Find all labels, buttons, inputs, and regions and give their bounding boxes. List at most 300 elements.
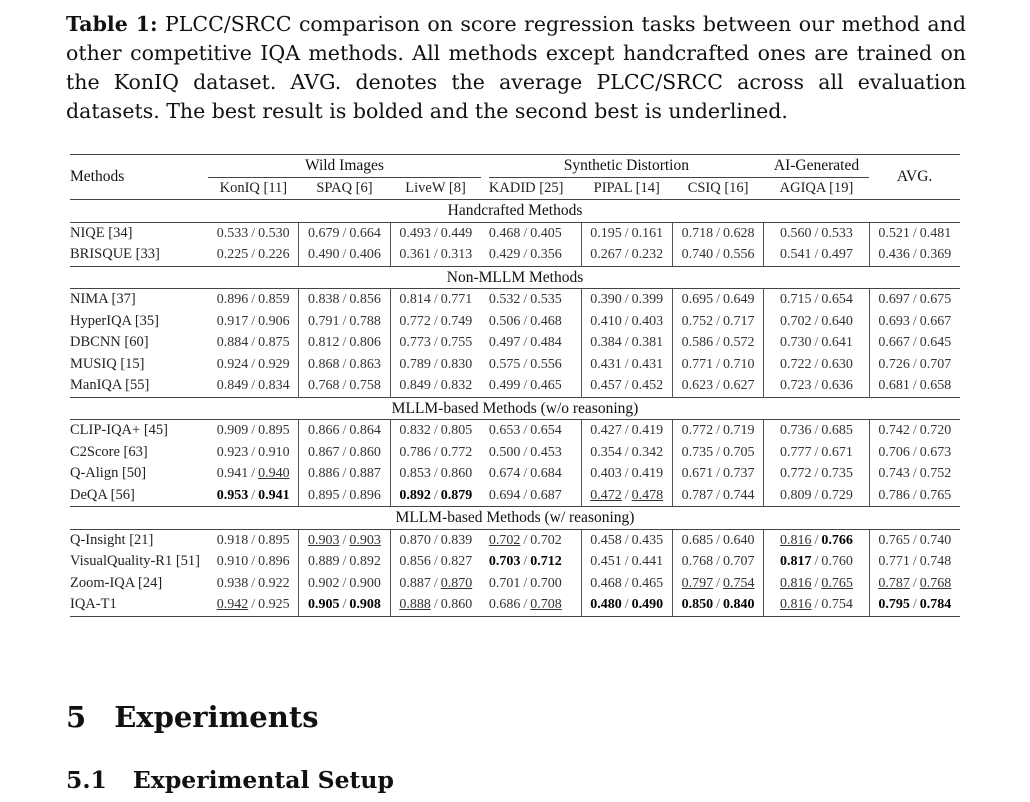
separator: / [342, 466, 347, 481]
score-value: 0.403 [590, 466, 622, 481]
separator: / [624, 487, 629, 503]
score-value: 0.879 [440, 487, 473, 503]
separator: / [814, 597, 819, 612]
score-value: 0.768 [919, 575, 952, 591]
score-value: 0.535 [530, 292, 562, 307]
col-header-csiq: CSIQ [16] [687, 179, 749, 196]
score-value: 0.674 [488, 466, 521, 481]
section-row [70, 266, 960, 289]
separator: / [624, 356, 629, 372]
score-value: 0.809 [780, 487, 812, 503]
col-header-kadid: KADID [25] [488, 179, 564, 196]
score-value: 0.722 [780, 356, 812, 372]
score-value: 0.735 [821, 466, 853, 481]
score-value: 0.356 [530, 247, 562, 262]
score-value: 0.730 [780, 335, 812, 350]
score-value: 0.533 [216, 225, 249, 241]
separator: / [523, 532, 528, 548]
score-value: 0.743 [878, 466, 910, 481]
score-cell [764, 311, 869, 333]
score-value: 0.908 [349, 597, 381, 612]
score-value: 0.706 [878, 444, 910, 460]
score-value: 0.840 [723, 597, 755, 612]
score-cell [208, 375, 299, 397]
score-value: 0.910 [258, 444, 290, 460]
score-cell [672, 463, 763, 485]
score-cell [869, 529, 960, 551]
score-value: 0.754 [821, 597, 853, 612]
separator: / [342, 487, 347, 503]
score-cell [299, 354, 390, 376]
separator: / [433, 247, 438, 262]
separator: / [814, 575, 819, 591]
table-row [70, 485, 960, 507]
separator: / [814, 225, 819, 241]
separator: / [716, 466, 721, 481]
score-value: 0.895 [258, 423, 290, 438]
section-row [70, 507, 960, 530]
score-value: 0.740 [919, 532, 952, 548]
score-value: 0.679 [308, 225, 340, 241]
score-value: 0.765 [821, 575, 853, 591]
separator: / [523, 313, 528, 329]
score-value: 0.717 [723, 313, 755, 329]
col-header-koniq: KonIQ [11] [219, 179, 288, 196]
score-value: 0.572 [723, 335, 755, 350]
score-cell [208, 442, 299, 464]
score-cell [869, 442, 960, 464]
score-value: 0.472 [590, 487, 622, 503]
score-cell [764, 289, 869, 311]
score-value: 0.654 [530, 423, 562, 438]
section-row [70, 397, 960, 420]
separator: / [814, 532, 819, 548]
separator: / [624, 466, 629, 481]
separator: / [814, 444, 819, 460]
separator: / [251, 356, 256, 372]
score-cell [299, 311, 390, 333]
score-cell [208, 289, 299, 311]
table-row [70, 573, 960, 595]
score-value: 0.481 [919, 225, 952, 241]
score-cell [390, 573, 481, 595]
separator: / [624, 292, 629, 307]
separator: / [716, 597, 721, 612]
score-value: 0.484 [530, 335, 562, 350]
separator: / [251, 225, 256, 241]
score-cell [390, 442, 481, 464]
score-value: 0.399 [631, 292, 664, 307]
score-cell [869, 244, 960, 266]
separator: / [433, 466, 438, 481]
score-value: 0.941 [216, 466, 249, 481]
score-value: 0.490 [308, 247, 340, 262]
score-value: 0.832 [399, 423, 431, 438]
separator: / [624, 575, 629, 591]
score-value: 0.895 [308, 487, 340, 503]
score-cell [869, 332, 960, 354]
score-value: 0.737 [723, 466, 755, 481]
score-value: 0.710 [723, 356, 755, 372]
score-value: 0.465 [631, 575, 664, 591]
separator: / [433, 575, 438, 591]
score-value: 0.226 [258, 247, 290, 262]
section-number: 5 [66, 700, 87, 734]
score-value: 0.403 [631, 313, 664, 329]
score-value: 0.812 [308, 335, 340, 350]
score-value: 0.267 [590, 247, 622, 262]
score-value: 0.694 [488, 487, 521, 503]
score-cell [390, 354, 481, 376]
score-value: 0.685 [821, 423, 853, 438]
score-value: 0.623 [681, 378, 714, 393]
score-value: 0.938 [216, 575, 249, 591]
score-value: 0.627 [723, 378, 755, 393]
score-value: 0.863 [349, 356, 381, 372]
score-value: 0.744 [723, 487, 755, 503]
score-value: 0.953 [216, 487, 249, 503]
separator: / [433, 487, 438, 503]
separator: / [251, 597, 256, 612]
score-value: 0.768 [308, 378, 340, 393]
separator: / [624, 313, 629, 329]
score-cell [390, 375, 481, 397]
score-value: 0.859 [258, 292, 290, 307]
score-value: 0.740 [681, 247, 714, 262]
score-cell [390, 222, 481, 244]
score-value: 0.849 [216, 378, 249, 393]
score-cell [581, 311, 672, 333]
score-value: 0.903 [349, 532, 381, 548]
score-value: 0.497 [821, 247, 853, 262]
score-cell [581, 551, 672, 573]
method-name: HyperIQA [35] [70, 312, 159, 329]
score-value: 0.649 [723, 292, 755, 307]
separator: / [716, 356, 721, 372]
score-cell [869, 463, 960, 485]
score-value: 0.453 [530, 444, 562, 460]
score-value: 0.703 [488, 554, 521, 569]
score-value: 0.918 [216, 532, 249, 548]
score-value: 0.787 [681, 487, 714, 503]
table-row [70, 244, 960, 266]
separator: / [814, 356, 819, 372]
score-value: 0.458 [590, 532, 622, 548]
score-cell [672, 289, 763, 311]
score-cell [208, 332, 299, 354]
group-header-synthetic: Synthetic Distortion [489, 155, 764, 178]
method-name: NIMA [37] [70, 291, 136, 307]
table-row [70, 529, 960, 551]
score-cell [672, 420, 763, 442]
score-value: 0.729 [821, 487, 853, 503]
separator: / [624, 423, 629, 438]
score-value: 0.586 [681, 335, 714, 350]
score-value: 0.784 [919, 597, 952, 612]
separator: / [433, 532, 438, 548]
method-name: DeQA [56] [70, 486, 135, 503]
score-cell [489, 442, 581, 464]
score-value: 0.719 [723, 423, 755, 438]
score-value: 0.465 [530, 378, 562, 393]
score-value: 0.532 [488, 292, 521, 307]
score-value: 0.556 [723, 247, 755, 262]
score-cell [390, 463, 481, 485]
score-value: 0.772 [681, 423, 714, 438]
subsection-heading-setup [66, 766, 394, 794]
score-cell [764, 354, 869, 376]
score-value: 0.875 [258, 335, 290, 350]
score-cell [672, 244, 763, 266]
score-value: 0.723 [780, 378, 812, 393]
score-value: 0.441 [631, 554, 664, 569]
separator: / [523, 225, 528, 241]
separator: / [342, 532, 347, 548]
score-value: 0.686 [488, 597, 521, 612]
method-name: Q-Align [50] [70, 465, 147, 481]
score-cell [672, 594, 763, 616]
score-value: 0.419 [631, 466, 664, 481]
separator: / [814, 313, 819, 329]
separator: / [716, 532, 721, 548]
score-value: 0.641 [821, 335, 853, 350]
score-value: 0.870 [399, 532, 431, 548]
score-cell [489, 463, 581, 485]
separator: / [433, 597, 438, 612]
score-value: 0.478 [631, 487, 664, 503]
score-value: 0.749 [440, 313, 473, 329]
table-row [70, 311, 960, 333]
score-value: 0.715 [780, 292, 812, 307]
separator: / [251, 466, 256, 481]
score-value: 0.795 [878, 597, 910, 612]
separator: / [523, 444, 528, 460]
separator: / [912, 423, 917, 438]
score-cell [764, 420, 869, 442]
score-value: 0.929 [258, 356, 290, 372]
score-value: 0.896 [349, 487, 381, 503]
table-row [70, 442, 960, 464]
separator: / [342, 335, 347, 350]
score-value: 0.468 [590, 575, 622, 591]
separator: / [716, 487, 721, 503]
score-cell [489, 311, 581, 333]
score-cell [869, 289, 960, 311]
score-value: 0.693 [878, 313, 910, 329]
separator: / [912, 532, 917, 548]
score-cell [581, 289, 672, 311]
score-value: 0.923 [216, 444, 249, 460]
separator: / [814, 487, 819, 503]
score-cell [390, 244, 481, 266]
score-value: 0.640 [723, 532, 755, 548]
table-row [70, 332, 960, 354]
separator: / [912, 487, 917, 503]
separator: / [624, 247, 629, 262]
score-value: 0.675 [919, 292, 952, 307]
score-cell [390, 529, 481, 551]
separator: / [342, 313, 347, 329]
method-name: BRISQUE [33] [70, 246, 160, 262]
score-value: 0.640 [821, 313, 853, 329]
separator: / [523, 378, 528, 393]
separator: / [624, 554, 629, 569]
section-title: Handcrafted Methods [70, 200, 960, 223]
score-value: 0.917 [216, 313, 249, 329]
score-cell [869, 594, 960, 616]
separator: / [342, 575, 347, 591]
score-cell [764, 442, 869, 464]
separator: / [814, 554, 819, 569]
score-value: 0.839 [440, 532, 473, 548]
score-value: 0.497 [488, 335, 521, 350]
score-cell [764, 485, 869, 507]
separator: / [624, 378, 629, 393]
separator: / [716, 575, 721, 591]
score-value: 0.702 [530, 532, 562, 548]
separator: / [251, 487, 256, 503]
separator: / [912, 466, 917, 481]
score-cell [299, 442, 390, 464]
score-cell [581, 594, 672, 616]
score-value: 0.575 [488, 356, 521, 372]
score-cell [869, 311, 960, 333]
section-heading-experiments [66, 700, 319, 734]
separator: / [523, 466, 528, 481]
score-value: 0.695 [681, 292, 714, 307]
score-cell [299, 485, 390, 507]
score-value: 0.521 [878, 225, 910, 241]
separator: / [814, 247, 819, 262]
score-value: 0.896 [258, 554, 290, 569]
score-value: 0.697 [878, 292, 910, 307]
score-value: 0.701 [488, 575, 521, 591]
separator: / [912, 575, 917, 591]
separator: / [523, 356, 528, 372]
separator: / [912, 292, 917, 307]
score-value: 0.480 [590, 597, 622, 612]
method-name: Zoom-IQA [24] [70, 574, 163, 591]
score-cell [764, 573, 869, 595]
score-cell [764, 551, 869, 573]
score-cell [489, 244, 581, 266]
score-value: 0.860 [440, 466, 473, 481]
table-row [70, 420, 960, 442]
score-cell [208, 463, 299, 485]
score-value: 0.887 [399, 575, 431, 591]
score-cell [489, 332, 581, 354]
separator: / [342, 356, 347, 372]
score-value: 0.436 [878, 247, 910, 262]
score-value: 0.381 [631, 335, 664, 350]
score-cell [672, 551, 763, 573]
score-cell [208, 551, 299, 573]
score-cell [869, 222, 960, 244]
separator: / [912, 554, 917, 569]
score-value: 0.384 [590, 335, 622, 350]
score-value: 0.313 [440, 247, 473, 262]
score-value: 0.860 [440, 597, 473, 612]
score-value: 0.636 [821, 378, 853, 393]
separator: / [716, 378, 721, 393]
score-value: 0.791 [308, 313, 340, 329]
score-value: 0.860 [349, 444, 381, 460]
separator: / [523, 575, 528, 591]
score-cell [299, 244, 390, 266]
score-cell [581, 442, 672, 464]
separator: / [433, 423, 438, 438]
score-cell [208, 573, 299, 595]
separator: / [716, 313, 721, 329]
score-value: 0.853 [399, 466, 431, 481]
col-header-agiqa: AGIQA [19] [779, 179, 854, 196]
score-value: 0.369 [919, 247, 952, 262]
score-value: 0.431 [590, 356, 622, 372]
score-value: 0.771 [681, 356, 714, 372]
score-value: 0.789 [399, 356, 431, 372]
score-cell [581, 529, 672, 551]
score-cell [764, 222, 869, 244]
score-value: 0.816 [780, 597, 812, 612]
score-value: 0.765 [878, 532, 910, 548]
score-cell [489, 375, 581, 397]
score-value: 0.452 [631, 378, 664, 393]
score-value: 0.673 [919, 444, 952, 460]
score-value: 0.645 [919, 335, 952, 350]
score-cell [208, 354, 299, 376]
score-value: 0.431 [631, 356, 664, 372]
table-row [70, 222, 960, 244]
score-value: 0.766 [821, 532, 853, 548]
score-value: 0.493 [399, 225, 431, 241]
score-value: 0.700 [530, 575, 562, 591]
score-value: 0.628 [723, 225, 755, 241]
separator: / [251, 532, 256, 548]
score-cell [672, 222, 763, 244]
score-value: 0.772 [780, 466, 812, 481]
score-value: 0.832 [440, 378, 473, 393]
score-value: 0.806 [349, 335, 381, 350]
score-cell [489, 485, 581, 507]
score-value: 0.718 [681, 225, 714, 241]
score-cell [208, 311, 299, 333]
section-row [70, 200, 960, 223]
score-cell [489, 354, 581, 376]
score-value: 0.850 [681, 597, 714, 612]
score-cell [299, 222, 390, 244]
separator: / [912, 378, 917, 393]
score-value: 0.816 [780, 575, 812, 591]
score-cell [208, 420, 299, 442]
separator: / [814, 292, 819, 307]
score-value: 0.667 [878, 335, 910, 350]
separator: / [912, 225, 917, 241]
col-header-spaq: SPAQ [6] [316, 179, 373, 196]
group-header-ai: AI-Generated [764, 155, 869, 178]
score-cell [869, 375, 960, 397]
score-cell [208, 244, 299, 266]
score-cell [672, 311, 763, 333]
score-cell [299, 420, 390, 442]
score-cell [581, 420, 672, 442]
score-value: 0.867 [308, 444, 340, 460]
score-value: 0.788 [349, 313, 381, 329]
methods-header: Methods [70, 155, 208, 200]
score-value: 0.707 [919, 356, 952, 372]
score-value: 0.451 [590, 554, 622, 569]
separator: / [342, 423, 347, 438]
score-value: 0.895 [258, 532, 290, 548]
